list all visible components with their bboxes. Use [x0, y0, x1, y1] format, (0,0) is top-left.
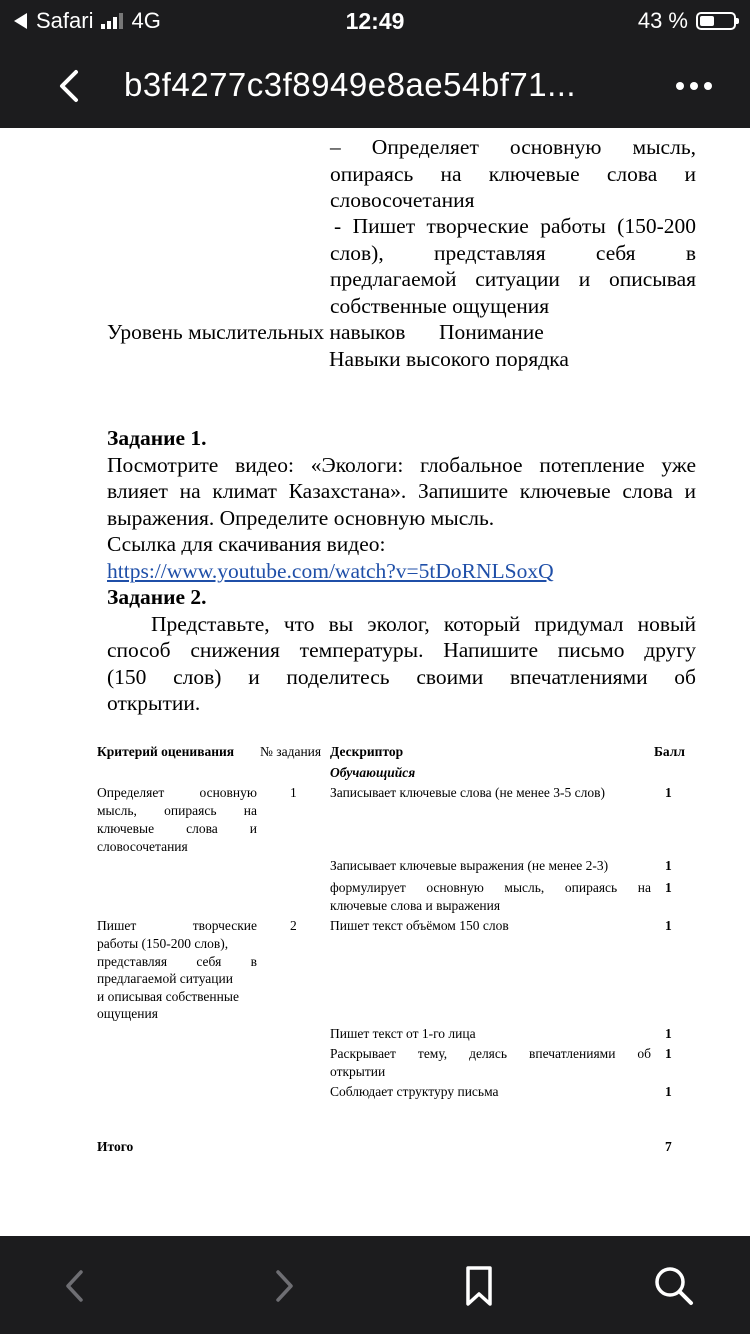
bookmark-button[interactable] [457, 1264, 501, 1308]
descriptor-text: Пишет текст объёмом 150 слов [330, 918, 509, 933]
bookmark-icon [457, 1264, 501, 1308]
task-2-text: Представьте, что вы эколог, который придумал новый [151, 612, 696, 636]
text-line: предлагаемой ситуации и описывая [330, 267, 696, 291]
task-1-text: влияет на климат Казахстана». Запишите ключевые слова и [107, 479, 696, 503]
header-task-number: № задания [260, 744, 322, 759]
header-criterion: Критерий оценивания [97, 744, 235, 759]
descriptor-text: формулирует основную мысль, опираясь на [330, 880, 651, 895]
document-content[interactable] [0, 128, 750, 1236]
text-line: словосочетания [330, 188, 475, 212]
score-value: 1 [665, 880, 672, 895]
thinking-level-value: Понимание [439, 320, 544, 344]
criterion-text: Пишет творческие [97, 918, 257, 933]
task-1-title: Задание 1. [107, 426, 207, 450]
battery-percent: 43 % [637, 8, 688, 33]
task-1-text: Посмотрите видео: «Экологи: глобальное потепление уже [107, 453, 696, 477]
search-icon [652, 1264, 696, 1308]
network-label: 4G [131, 8, 161, 33]
score-value: 1 [665, 858, 672, 873]
bottom-toolbar [0, 1236, 750, 1334]
task-number: 1 [290, 785, 297, 800]
task-1-text: выражения. Определите основную мысль. [107, 506, 495, 530]
score-value: 1 [665, 1046, 672, 1061]
criterion-text: ощущения [97, 1006, 158, 1021]
descriptor-text: Записывает ключевые выражения (не менее 2-3) [330, 858, 609, 873]
chevron-right-icon [262, 1264, 306, 1308]
task-2-text: (150 слов) и поделитесь своими впечатлениями об [107, 665, 696, 689]
criterion-text: словосочетания [97, 839, 188, 854]
score-value: 1 [665, 1026, 672, 1041]
descriptor-text: открытии [330, 1064, 386, 1079]
top-bar [0, 0, 750, 128]
header-learner: Обучающийся [330, 765, 416, 780]
descriptor-text: Раскрывает тему, делясь впечатлениями об [330, 1046, 651, 1061]
status-bar [0, 0, 750, 40]
task-2-text: способ снижения температуры. Напишите письмо другу [107, 638, 696, 662]
descriptor-text: Соблюдает структуру письма [330, 1084, 499, 1099]
video-link[interactable]: https://www.youtube.com/watch?v=5tDoRNLSoxQ [107, 559, 554, 583]
chevron-left-icon [48, 64, 92, 108]
score-value: 1 [665, 785, 672, 800]
header-descriptor: Дескриптор [330, 744, 404, 759]
header-score: Балл [654, 744, 685, 759]
text-line: - Пишет творческие работы (150-200 [334, 214, 696, 238]
descriptor-text: ключевые слова и выражения [330, 898, 501, 913]
task-1-text: Ссылка для скачивания видео: [107, 532, 386, 556]
task-number: 2 [290, 918, 297, 933]
text-line: собственные ощущения [330, 294, 550, 318]
forward-page-button[interactable] [262, 1264, 306, 1308]
criterion-text: ключевые слова и [97, 821, 257, 836]
criterion-text: и описывая собственные [97, 989, 239, 1004]
document-title: b3f4277c3f8949e8ae54bf71... [124, 66, 577, 103]
task-2-text: открытии. [107, 691, 201, 715]
text-line: – Определяет основную мысль, [330, 135, 696, 159]
chevron-left-icon [53, 1264, 97, 1308]
text-line: опираясь на ключевые слова и [330, 162, 696, 186]
nav-bar [0, 44, 750, 128]
carrier-label: Safari [36, 8, 94, 33]
score-value: 1 [665, 1084, 672, 1099]
clock: 12:49 [345, 8, 405, 34]
more-icon [676, 82, 684, 90]
criterion-text: Определяет основную [97, 785, 257, 800]
descriptor-text: Записывает ключевые слова (не менее 3-5 слов) [330, 785, 605, 800]
thinking-level-value: Навыки высокого порядка [329, 347, 569, 371]
criterion-text: работы (150-200 слов), [97, 936, 229, 951]
thinking-level-label: Уровень мыслительных навыков [107, 320, 406, 344]
task-2-title: Задание 2. [107, 585, 207, 609]
descriptor-text: Пишет текст от 1-го лица [330, 1026, 476, 1041]
total-label: Итого [97, 1139, 134, 1154]
battery-icon [696, 12, 736, 30]
search-button[interactable] [652, 1264, 696, 1308]
text-line: слов), представляя себя в [330, 241, 696, 265]
score-value: 1 [665, 918, 672, 933]
back-page-button[interactable] [53, 1264, 97, 1308]
total-value: 7 [665, 1139, 672, 1154]
criterion-text: мысль, опираясь на [97, 803, 257, 818]
back-button[interactable] [48, 64, 92, 108]
criterion-text: представляя себя в [97, 954, 257, 969]
more-button[interactable] [672, 68, 716, 104]
criterion-text: предлагаемой ситуации [97, 971, 233, 986]
